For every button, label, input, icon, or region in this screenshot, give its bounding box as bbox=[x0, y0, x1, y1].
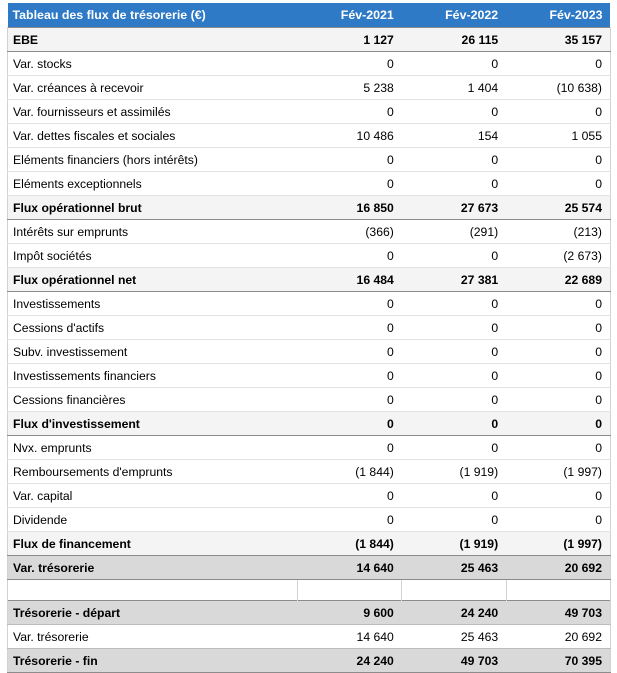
table-row bbox=[8, 625, 611, 649]
row-label: Var. capital bbox=[8, 484, 298, 508]
table-row bbox=[8, 100, 611, 124]
row-value-3: 22 689 bbox=[506, 268, 610, 292]
row-value-2: 0 bbox=[402, 292, 506, 316]
row-value-1: 9 600 bbox=[298, 601, 402, 625]
row-value-1: 10 486 bbox=[298, 124, 402, 148]
row-value-2: 0 bbox=[402, 172, 506, 196]
cashflow-table bbox=[7, 3, 611, 673]
row-value-2: 0 bbox=[402, 52, 506, 76]
row-value-3: 1 055 bbox=[506, 124, 610, 148]
row-label: Var. stocks bbox=[8, 52, 298, 76]
row-value-3: 49 703 bbox=[506, 601, 610, 625]
row-value-3: 0 bbox=[506, 52, 610, 76]
row-value-2: 0 bbox=[402, 508, 506, 532]
row-value-2: 0 bbox=[402, 244, 506, 268]
row-value-3: 0 bbox=[506, 292, 610, 316]
row-value-3: 0 bbox=[506, 148, 610, 172]
table-row bbox=[8, 52, 611, 76]
row-label: Cessions d'actifs bbox=[8, 316, 298, 340]
row-value-2 bbox=[402, 580, 506, 601]
table-row bbox=[8, 364, 611, 388]
row-value-1: (366) bbox=[298, 220, 402, 244]
row-value-1: 0 bbox=[298, 148, 402, 172]
row-label: Dividende bbox=[8, 508, 298, 532]
table-row bbox=[8, 601, 611, 625]
row-value-3: 0 bbox=[506, 436, 610, 460]
row-label: EBE bbox=[8, 28, 298, 52]
row-label: Subv. investissement bbox=[8, 340, 298, 364]
table-row bbox=[8, 436, 611, 460]
row-value-3: 20 692 bbox=[506, 625, 610, 649]
row-value-1: 0 bbox=[298, 508, 402, 532]
table-row bbox=[8, 76, 611, 100]
table-row bbox=[8, 124, 611, 148]
table-spacer-row bbox=[8, 580, 611, 601]
table-row bbox=[8, 340, 611, 364]
table-row bbox=[8, 484, 611, 508]
row-value-2: 0 bbox=[402, 484, 506, 508]
row-value-2: 27 673 bbox=[402, 196, 506, 220]
table-row bbox=[8, 244, 611, 268]
row-value-1 bbox=[298, 580, 402, 601]
row-label: Flux d'investissement bbox=[8, 412, 298, 436]
row-value-1: 16 484 bbox=[298, 268, 402, 292]
row-label: Investissements financiers bbox=[8, 364, 298, 388]
row-value-3: (10 638) bbox=[506, 76, 610, 100]
row-value-2: 24 240 bbox=[402, 601, 506, 625]
header-row bbox=[8, 3, 611, 28]
row-value-2: 0 bbox=[402, 316, 506, 340]
row-value-1: 0 bbox=[298, 100, 402, 124]
table-row bbox=[8, 196, 611, 220]
row-label: Eléments financiers (hors intérêts) bbox=[8, 148, 298, 172]
row-label: Nvx. emprunts bbox=[8, 436, 298, 460]
row-value-3: 0 bbox=[506, 316, 610, 340]
row-value-3: 0 bbox=[506, 172, 610, 196]
row-value-3: 35 157 bbox=[506, 28, 610, 52]
row-label: Flux opérationnel brut bbox=[8, 196, 298, 220]
row-value-1: 0 bbox=[298, 52, 402, 76]
row-value-2: 25 463 bbox=[402, 556, 506, 580]
table-row bbox=[8, 412, 611, 436]
row-value-1: 0 bbox=[298, 436, 402, 460]
row-value-3: 0 bbox=[506, 340, 610, 364]
row-value-1: 0 bbox=[298, 412, 402, 436]
row-value-1: 0 bbox=[298, 484, 402, 508]
row-value-2: 0 bbox=[402, 436, 506, 460]
table-row bbox=[8, 316, 611, 340]
row-value-3: 0 bbox=[506, 388, 610, 412]
column-header-2: Fév-2022 bbox=[402, 3, 506, 28]
row-value-2: (291) bbox=[402, 220, 506, 244]
row-value-1: 0 bbox=[298, 172, 402, 196]
row-label: Impôt sociétés bbox=[8, 244, 298, 268]
row-value-2: 25 463 bbox=[402, 625, 506, 649]
row-label: Var. trésorerie bbox=[8, 625, 298, 649]
table-row bbox=[8, 268, 611, 292]
table-row bbox=[8, 28, 611, 52]
row-label: Var. trésorerie bbox=[8, 556, 298, 580]
row-value-2: 0 bbox=[402, 412, 506, 436]
row-value-2: 1 404 bbox=[402, 76, 506, 100]
column-header-3: Fév-2023 bbox=[506, 3, 610, 28]
row-label: Var. dettes fiscales et sociales bbox=[8, 124, 298, 148]
row-value-1: 0 bbox=[298, 244, 402, 268]
table-row bbox=[8, 532, 611, 556]
row-value-2: 154 bbox=[402, 124, 506, 148]
row-label: Eléments exceptionnels bbox=[8, 172, 298, 196]
row-value-1: 14 640 bbox=[298, 556, 402, 580]
row-label: Var. fournisseurs et assimilés bbox=[8, 100, 298, 124]
row-label: Flux opérationnel net bbox=[8, 268, 298, 292]
row-value-1: 0 bbox=[298, 316, 402, 340]
row-value-1: (1 844) bbox=[298, 460, 402, 484]
row-value-1: 0 bbox=[298, 388, 402, 412]
row-value-3: 25 574 bbox=[506, 196, 610, 220]
row-value-2: 0 bbox=[402, 364, 506, 388]
row-value-2: 26 115 bbox=[402, 28, 506, 52]
row-value-2: 49 703 bbox=[402, 649, 506, 673]
table-title: Tableau des flux de trésorerie (€) bbox=[8, 3, 298, 28]
table-body bbox=[8, 28, 611, 673]
table-row bbox=[8, 460, 611, 484]
table-row bbox=[8, 556, 611, 580]
row-value-3: (213) bbox=[506, 220, 610, 244]
row-value-2: 0 bbox=[402, 148, 506, 172]
table-row bbox=[8, 508, 611, 532]
row-value-3: 20 692 bbox=[506, 556, 610, 580]
table-row bbox=[8, 148, 611, 172]
row-label: Investissements bbox=[8, 292, 298, 316]
table-header bbox=[8, 3, 611, 28]
row-value-2: 27 381 bbox=[402, 268, 506, 292]
row-label: Intérêts sur emprunts bbox=[8, 220, 298, 244]
table-row bbox=[8, 388, 611, 412]
row-value-3: (1 997) bbox=[506, 532, 610, 556]
row-value-1: 0 bbox=[298, 292, 402, 316]
row-label: Flux de financement bbox=[8, 532, 298, 556]
row-label: Trésorerie - fin bbox=[8, 649, 298, 673]
row-value-3: 0 bbox=[506, 412, 610, 436]
row-value-1: 0 bbox=[298, 364, 402, 388]
row-label: Remboursements d'emprunts bbox=[8, 460, 298, 484]
row-value-3: 0 bbox=[506, 364, 610, 388]
row-value-1: 24 240 bbox=[298, 649, 402, 673]
row-value-2: (1 919) bbox=[402, 532, 506, 556]
row-value-3: 0 bbox=[506, 484, 610, 508]
row-value-3 bbox=[506, 580, 610, 601]
row-label: Var. créances à recevoir bbox=[8, 76, 298, 100]
row-value-3: (2 673) bbox=[506, 244, 610, 268]
table-row bbox=[8, 649, 611, 673]
row-value-1: 14 640 bbox=[298, 625, 402, 649]
row-value-3: (1 997) bbox=[506, 460, 610, 484]
row-value-1: (1 844) bbox=[298, 532, 402, 556]
column-header-1: Fév-2021 bbox=[298, 3, 402, 28]
row-value-1: 0 bbox=[298, 340, 402, 364]
table-row bbox=[8, 292, 611, 316]
row-value-2: (1 919) bbox=[402, 460, 506, 484]
row-value-3: 0 bbox=[506, 100, 610, 124]
row-label: Cessions financières bbox=[8, 388, 298, 412]
row-label bbox=[8, 580, 298, 601]
row-value-3: 0 bbox=[506, 508, 610, 532]
row-value-3: 70 395 bbox=[506, 649, 610, 673]
table-row bbox=[8, 172, 611, 196]
cashflow-statement-table bbox=[7, 3, 610, 673]
row-label: Trésorerie - départ bbox=[8, 601, 298, 625]
row-value-2: 0 bbox=[402, 100, 506, 124]
row-value-1: 1 127 bbox=[298, 28, 402, 52]
row-value-2: 0 bbox=[402, 340, 506, 364]
row-value-2: 0 bbox=[402, 388, 506, 412]
row-value-1: 16 850 bbox=[298, 196, 402, 220]
table-row bbox=[8, 220, 611, 244]
row-value-1: 5 238 bbox=[298, 76, 402, 100]
